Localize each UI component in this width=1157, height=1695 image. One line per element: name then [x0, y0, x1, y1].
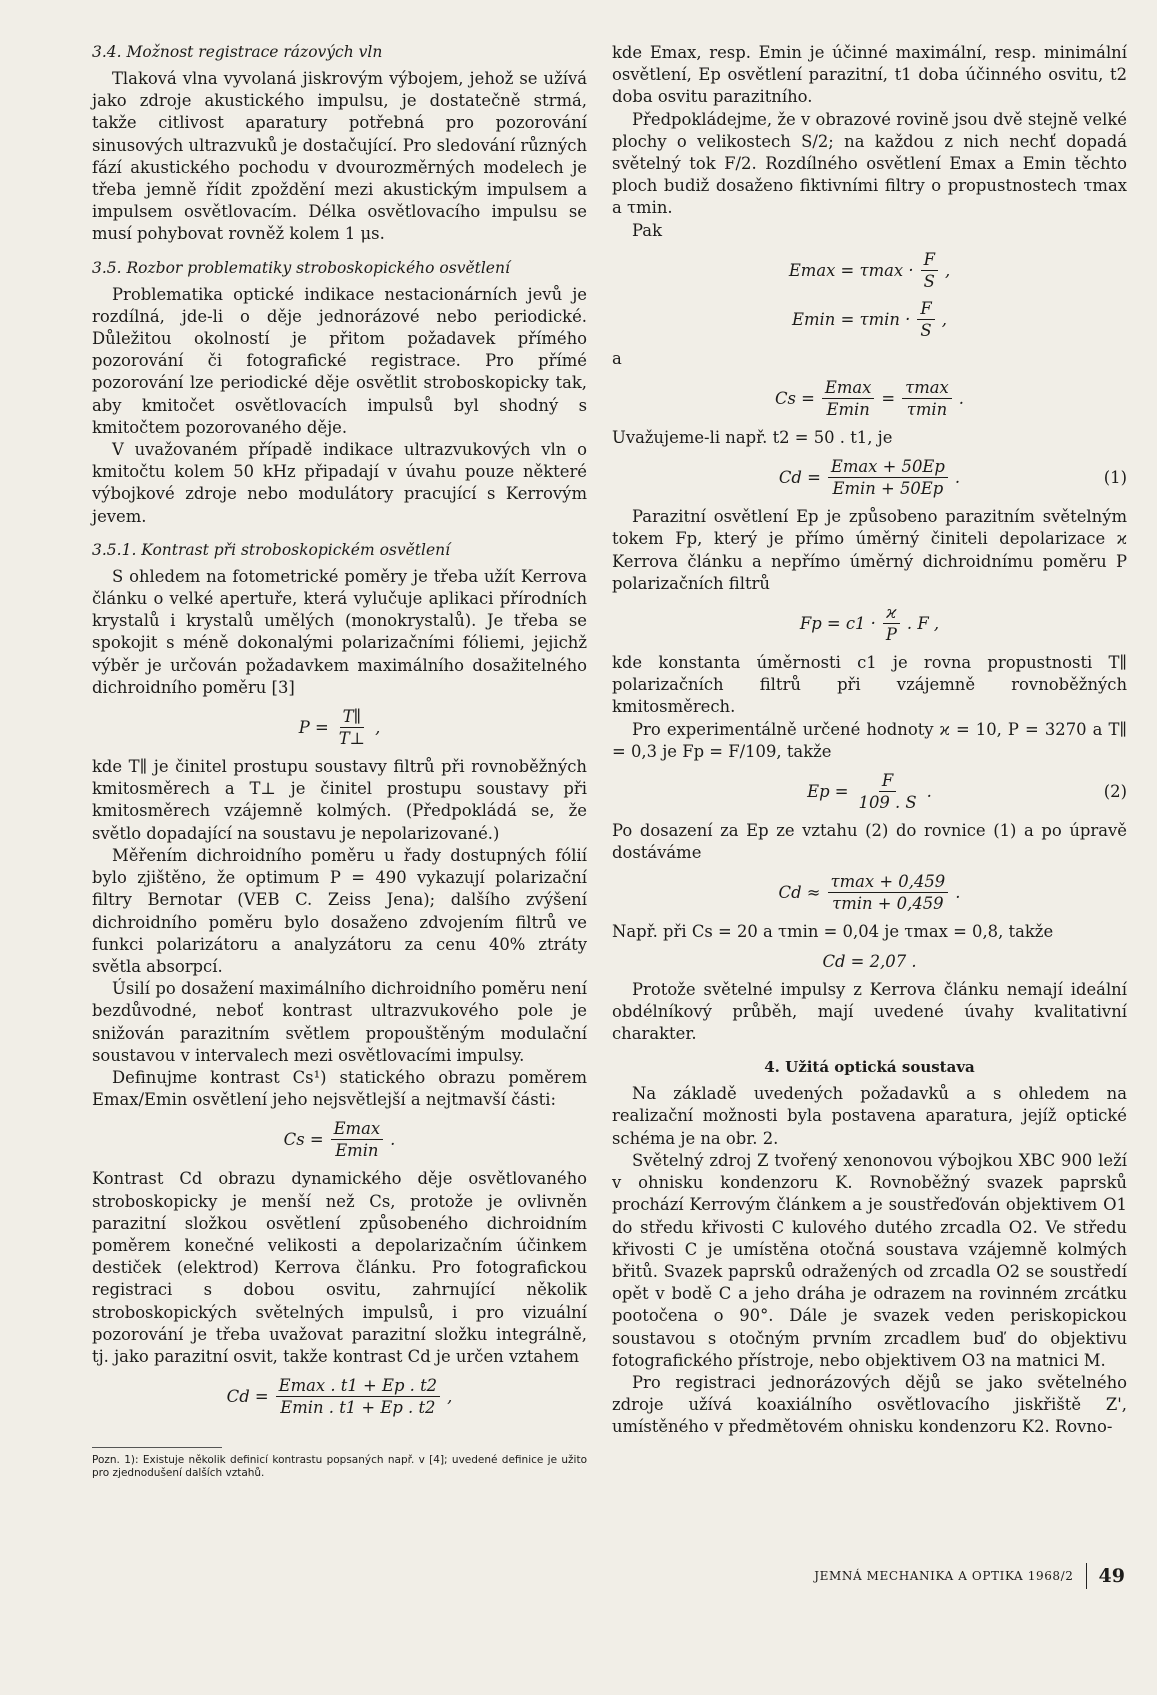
- equation-lhs: Cs =: [774, 389, 815, 409]
- equation-tail: .: [954, 468, 961, 488]
- fraction: [883, 603, 900, 644]
- equation-contrast-ratio: [612, 378, 1127, 419]
- fraction: [917, 299, 934, 340]
- equation-tail: ,: [941, 309, 947, 329]
- section-title-3-5: 3.5. Rozbor problematiky stroboskopického osvětlení: [92, 258, 510, 277]
- equation-emax: [612, 250, 1127, 291]
- equation-dichroic-ratio: [92, 707, 587, 748]
- equation-lhs: Cd =: [778, 468, 821, 488]
- paragraph: Protože světelné impulsy z Kerrova článku nemají ideální obdélníkový průběh, mají uvedené úvahy kvalitativní charakter.: [612, 979, 1127, 1044]
- equation-number: (2): [1103, 782, 1127, 802]
- fraction: [331, 1119, 384, 1160]
- paragraph: Uvažujeme-li např. t2 = 50 . t1, je: [612, 428, 893, 448]
- fraction: [822, 378, 875, 419]
- paragraph: Úsilí po dosažení maximálního dichroidního poměru není bezdůvodné, neboť kontrast ultrazvukového pole je snižován parazitním světlem propouštěným modulační soustavou v intervalech mezi osvětlovacími impulsy.: [92, 979, 587, 1065]
- numerator: F: [879, 771, 896, 792]
- denominator: P: [885, 625, 897, 645]
- numerator: F: [917, 299, 934, 320]
- paragraph: Po dosazení za Ep ze vztahu (2) do rovnice (1) a po úpravě dostáváme: [612, 821, 1127, 863]
- paragraph: Předpokládejme, že v obrazové rovině jsou dvě stejně velké plochy o velikostech S/2; na každou z nich nechť dopadá světelný tok F/2. Rozdílného osvětlení Emax a Emin těchto ploch budiž dosaženo fiktivními filtry o propustnostech τmax a τmin.: [612, 109, 1127, 218]
- equation-lhs: Cd ≈: [778, 883, 821, 903]
- paragraph: Tlaková vlna vyvolaná jiskrovým výbojem, jehož se užívá jako zdroje akustického impulsu, je dostatečně strmá, takže citlivost aparatury potřebná pro pozorování sinusových ultrazvuků je dostačující. Pro sledování různých fází akustického pochodu v dvourozměrných modelech je třeba jemně řídit zpoždění mezi akustickým impulsem a impulsem osvětlovacím. Délka osvětlovacího impulsu se musí pohybovat rovněž kolem 1 μs.: [92, 69, 587, 244]
- equation-lhs: Emax = τmax ·: [788, 260, 914, 280]
- equation-tail: .: [955, 883, 961, 903]
- page-footer: [814, 1563, 1125, 1589]
- paragraph: kde Emax, resp. Emin je účinné maximální, resp. minimální osvětlení, Ep osvětlení parazitní, t1 doba účinného osvitu, t2 doba osvitu parazitního.: [612, 43, 1127, 107]
- paragraph: Parazitní osvětlení Ep je způsobeno parazitním světelným tokem Fp, který je přímo úměrný činiteli depolarizace ϰ Kerrova článku a nepřímo úměrný dichroidnímu poměru P polarizačních filtrů: [612, 507, 1127, 593]
- equation-lhs: Ep =: [807, 782, 849, 802]
- equation-tail: .: [958, 389, 965, 409]
- numerator: ϰ: [883, 603, 899, 624]
- conjunction-text: a: [612, 348, 622, 368]
- footnote-divider: [92, 1447, 222, 1448]
- denominator: Emin: [826, 400, 870, 420]
- paragraph: Pro experimentálně určené hodnoty ϰ = 10, P = 3270 a T∥ = 0,3 je Fp = F/109, takže: [612, 719, 1127, 761]
- page-number: 49: [1098, 1565, 1125, 1587]
- journal-name: JEMNÁ MECHANIKA A OPTIKA 1968/2: [814, 1569, 1074, 1583]
- fraction: [902, 378, 952, 419]
- equation-1: [612, 457, 1127, 498]
- numerator: Emax: [331, 1119, 384, 1140]
- numerator: Emax + 50Ep: [828, 457, 948, 478]
- footnote: Pozn. 1): Existuje několik definicí kontrastu popsaných např. v [4]; uvedené definice je užito pro zjednodušení dalších vztahů.: [92, 1454, 587, 1480]
- paragraph: Problematika optické indikace nestacionárních jevů je rozdílná, jde-li o děje jednorázové nebo periodické. Důležitou okolností je přitom požadavek přímého pozorování či fotografické registrace. Pro přímé pozorování lze periodické děje osvětlit stroboskopicky tak, aby kmitočet osvětlovacích impulsů byl shodný s kmitočtem pozorovaného děje.: [92, 284, 587, 437]
- equation-lhs: Emin = τmin ·: [792, 309, 911, 329]
- paragraph: Světelný zdroj Z tvořený xenonovou výbojkou XBC 900 leží v ohnisku kondenzoru K. Rovnoběžný svazek paprsků prochází Kerrovým článkem a je soustřeďován objektivem O1 do středu křivosti C kulového dutého zrcadla O2. Ve středu křivosti C je umístěna otočná soustava vzájemně kolmých břitů. Svazek paprsků odražených od zrcadla O2 se soustředí opět v bodě C a jeho dráha je odrazem na rovinném zrcátku pootočena o 90°. Dále je svazek veden periskopickou soustavou s otočným prvním zrcadlem buď do objektivu fotografického přístroje, nebo objektivem O3 na matnici M.: [612, 1150, 1127, 1370]
- denominator: S: [923, 271, 935, 291]
- equation-emin: [612, 299, 1127, 340]
- fraction: [336, 707, 368, 748]
- left-column: [92, 42, 587, 1480]
- section-title-3-4: 3.4. Možnost registrace rázových vln: [92, 43, 383, 61]
- fraction: [828, 457, 948, 498]
- numerator: T∥: [340, 707, 365, 728]
- denominator: τmin: [906, 400, 948, 420]
- fraction: [276, 1376, 440, 1417]
- paragraph: kde konstanta úměrnosti c1 je rovna propustnosti T∥ polarizačních filtrů při vzájemně rovnoběžných kmitosměrech.: [612, 653, 1127, 717]
- fraction: [828, 872, 949, 913]
- paragraph: Pak: [632, 220, 662, 240]
- equation-lhs: P =: [298, 718, 329, 738]
- denominator: 109 . S: [858, 793, 917, 813]
- equation-tail: ,: [447, 1387, 453, 1407]
- section-title-3-5-1: 3.5.1. Kontrast při stroboskopickém osvětlení: [92, 540, 451, 559]
- right-column: [612, 42, 1127, 1439]
- equation-tail: .: [926, 782, 932, 802]
- paragraph: Měřením dichroidního poměru u řady dostupných fólií bylo zjištěno, že optimum P = 490 vykazují polarizační filtry Bernotar (VEB C. Zeiss Jena); dalšího zvýšení dichroidního poměru bylo dosaženo zdvojením filtrů ve funkci polarizátoru a analyzátoru za cenu 40% ztráty světla absorpcí.: [92, 845, 587, 976]
- equation-approx: [612, 872, 1127, 913]
- equation-tail: ,: [944, 260, 951, 280]
- equation-number: (1): [1103, 468, 1127, 488]
- equation-tail: . F ,: [906, 614, 940, 634]
- paragraph: Pro registraci jednorázových dějů se jako světelného zdroje užívá koaxiálního osvětlovacího jiskřiště Z', umístěného v předmětovém ohnisku kondenzoru K2. Rovno-: [612, 1372, 1127, 1437]
- fraction: [921, 250, 938, 291]
- numerator: F: [921, 250, 938, 271]
- fraction: [856, 771, 920, 812]
- section-title-4: 4. Užitá optická soustava: [764, 1058, 975, 1077]
- equation-lhs: Cd =: [226, 1387, 269, 1407]
- denominator: T⊥: [338, 729, 366, 749]
- paragraph: Definujme kontrast Cs¹) statického obrazu poměrem Emax/Emin osvětlení jeho nejsvětlejší a nejtmavší části:: [92, 1067, 587, 1110]
- paragraph: Kontrast Cd obrazu dynamického děje osvětlovaného stroboskopicky je menší než Cs, protože je ovlivněn parazitní složkou osvětlení způsobeného dichroidním poměrem konečné velikosti a depolarizačním účinkem destiček (elektrod) Kerrova článku. Pro fotografickou registraci s dobou osvitu, zahrnující několik stroboskopických světelných impulsů, i pro vizuální pozorování je třeba uvažovat parazitní složku integrálně, tj. jako parazitní osvit, takže kontrast Cd je určen vztahem: [92, 1169, 587, 1366]
- equation-result: Cd = 2,07 .: [822, 951, 917, 971]
- paragraph: Např. při Cs = 20 a τmin = 0,04 je τmax = 0,8, takže: [612, 922, 1054, 942]
- paragraph: V uvažovaném případě indikace ultrazvukových vln o kmitočtu kolem 50 kHz připadají v úvahu pouze některé výbojkové zdroje nebo modulátory pracující s Kerrovým jevem.: [92, 440, 587, 526]
- paragraph: Na základě uvedených požadavků a s ohledem na realizační možnosti byla postavena aparatura, jejíž optické schéma je na obr. 2.: [612, 1084, 1127, 1148]
- paragraph: kde T∥ je činitel prostupu soustavy filtrů při rovnoběžných kmitosměrech a T⊥ je činitel prostupu soustavy při kmitosměrech vzájemně kolmých. (Předpokládá se, že světlo dopadající na soustavu je nepolarizované.): [92, 757, 587, 843]
- numerator: τmax + 0,459: [828, 872, 949, 893]
- equation-dynamic-contrast: [92, 1376, 587, 1417]
- numerator: τmax: [902, 378, 952, 399]
- paragraph: S ohledem na fotometrické poměry je třeba užít Kerrova článku o velké apertuře, která vylučuje aplikaci přírodních krystalů i krystalů umělých (monokrystalů). Je třeba se spokojit s méně dokonalými polarizačními fóliemi, jejichž výběr je určován požadavkem maximálního dosažitelného dichroidního poměru [3]: [92, 566, 587, 697]
- denominator: Emin: [335, 1141, 379, 1161]
- equation-fp: [612, 603, 1127, 644]
- numerator: Emax . t1 + Ep . t2: [276, 1376, 440, 1397]
- equation-lhs: Fp = c1 ·: [799, 614, 876, 634]
- numerator: Emax: [822, 378, 875, 399]
- denominator: τmin + 0,459: [832, 894, 944, 914]
- equation-tail: ,: [375, 718, 381, 738]
- equation-tail: .: [390, 1130, 396, 1150]
- footer-divider: [1086, 1563, 1087, 1589]
- equation-2: [612, 771, 1127, 812]
- equals-sign: =: [881, 389, 896, 409]
- equation-lhs: Cs =: [283, 1130, 324, 1150]
- equation-static-contrast: [92, 1119, 587, 1160]
- denominator: S: [920, 320, 932, 340]
- denominator: Emin . t1 + Ep . t2: [280, 1398, 436, 1418]
- denominator: Emin + 50Ep: [832, 479, 944, 499]
